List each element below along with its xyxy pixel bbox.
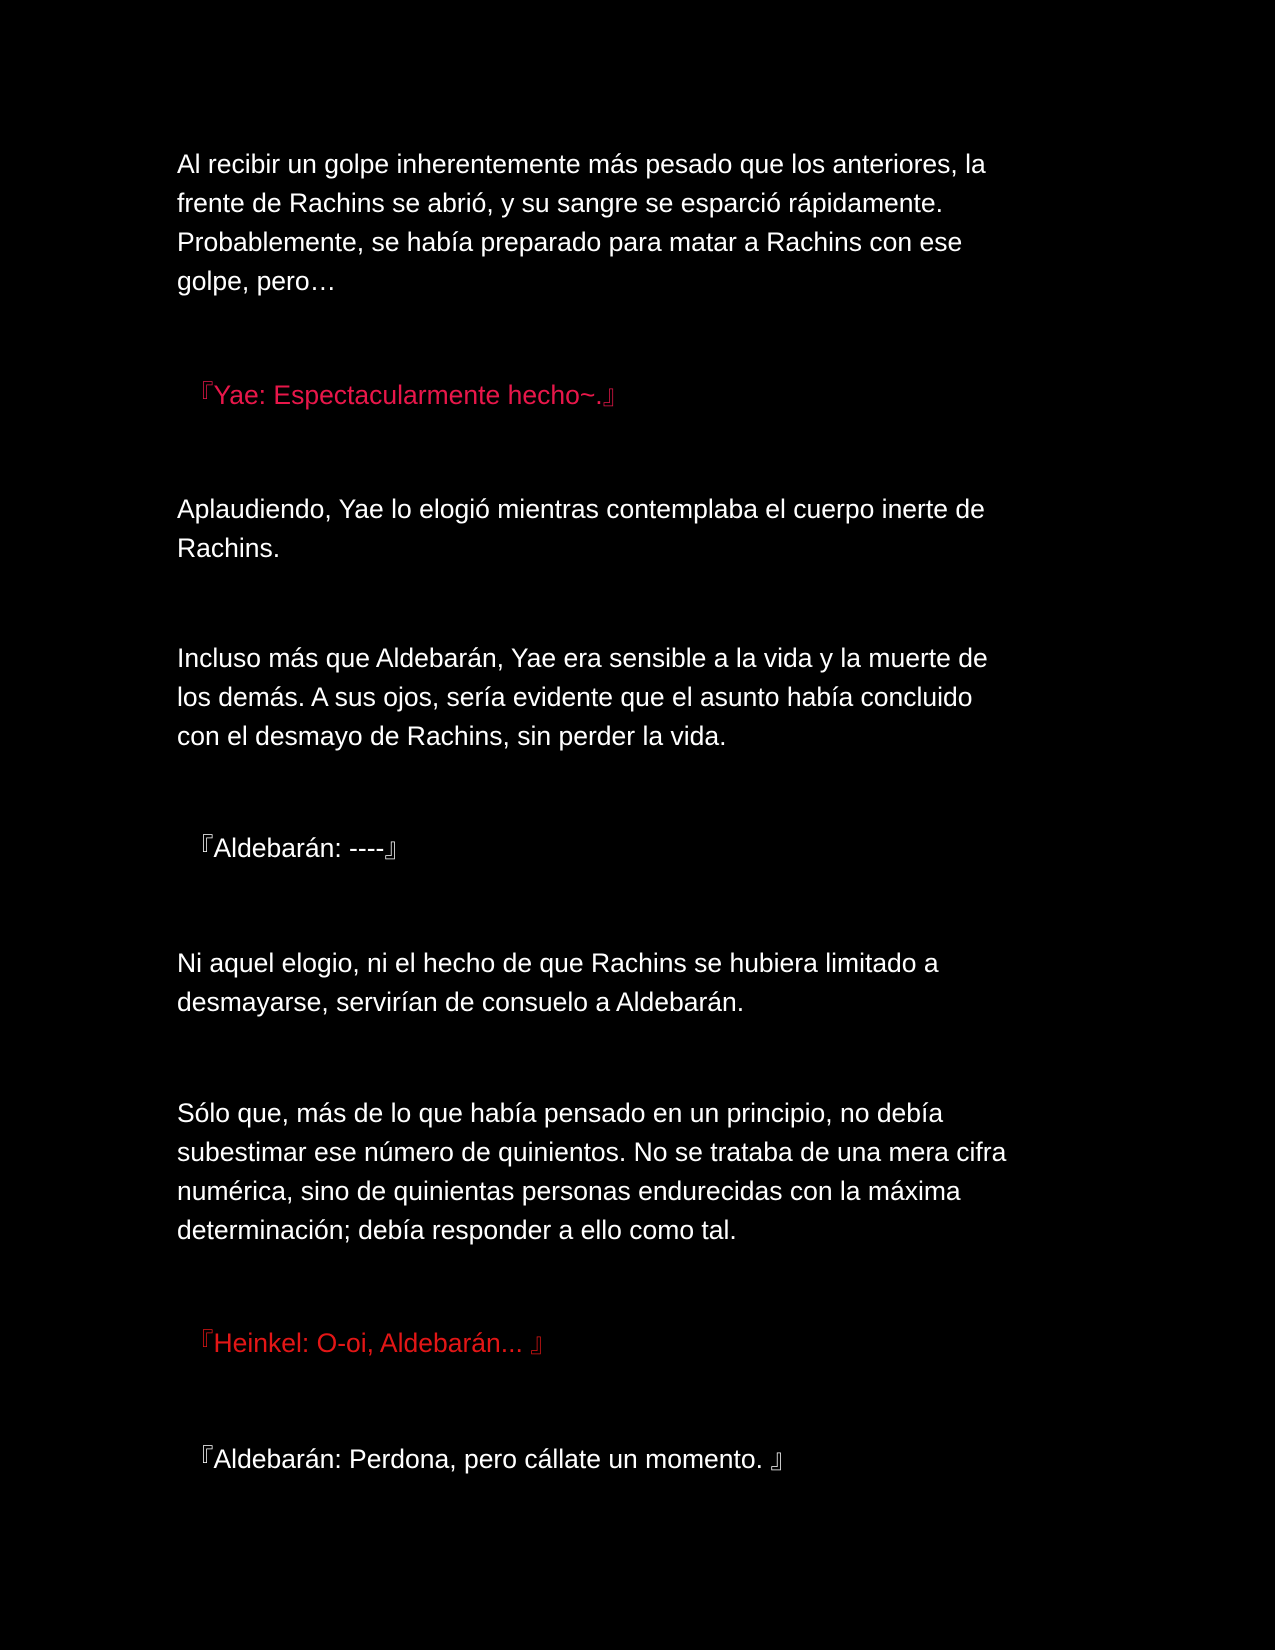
dialogue-heinkel bbox=[187, 1324, 1117, 1363]
text-line: golpe, pero… bbox=[177, 266, 337, 296]
text-line: frente de Rachins se abrió, y su sangre se esparció rápidamente. bbox=[177, 188, 943, 218]
dialogue-text: 『Aldebarán: Perdona, pero cállate un momento. 』 bbox=[187, 1444, 797, 1474]
text-line: desmayarse, servirían de consuelo a Aldebarán. bbox=[177, 987, 745, 1017]
text-line: los demás. A sus ojos, sería evidente que el asunto había concluido bbox=[177, 682, 973, 712]
text-line: con el desmayo de Rachins, sin perder la vida. bbox=[177, 721, 727, 751]
text-line: Ni aquel elogio, ni el hecho de que Rachins se hubiera limitado a bbox=[177, 948, 939, 978]
narration-paragraph-3 bbox=[177, 639, 1107, 756]
text-line: Al recibir un golpe inherentemente más pesado que los anteriores, la bbox=[177, 149, 986, 179]
text-line: Rachins. bbox=[177, 533, 281, 563]
text-line: Probablemente, se había preparado para matar a Rachins con ese bbox=[177, 227, 963, 257]
narration-paragraph-5 bbox=[177, 1094, 1107, 1250]
dialogue-aldebaran-2 bbox=[187, 1440, 1117, 1479]
text-line: Sólo que, más de lo que había pensado en un principio, no debía bbox=[177, 1098, 944, 1128]
text-line: Incluso más que Aldebarán, Yae era sensible a la vida y la muerte de bbox=[177, 643, 988, 673]
dialogue-text: 『Heinkel: O-oi, Aldebarán... 』 bbox=[187, 1328, 557, 1358]
dialogue-yae bbox=[187, 376, 1117, 415]
text-line: determinación; debía responder a ello como tal. bbox=[177, 1215, 737, 1245]
dialogue-aldebaran-1 bbox=[187, 829, 1117, 868]
text-line: numérica, sino de quinientas personas endurecidas con la máxima bbox=[177, 1176, 961, 1206]
dialogue-text: 『Yae: Espectacularmente hecho~.』 bbox=[187, 380, 630, 410]
narration-paragraph-1 bbox=[177, 145, 1107, 301]
narration-paragraph-2 bbox=[177, 490, 1107, 568]
narration-paragraph-4 bbox=[177, 944, 1107, 1022]
text-line: subestimar ese número de quinientos. No se trataba de una mera cifra bbox=[177, 1137, 1007, 1167]
text-line: Aplaudiendo, Yae lo elogió mientras contemplaba el cuerpo inerte de bbox=[177, 494, 985, 524]
dialogue-text: 『Aldebarán: ----』 bbox=[187, 833, 411, 863]
